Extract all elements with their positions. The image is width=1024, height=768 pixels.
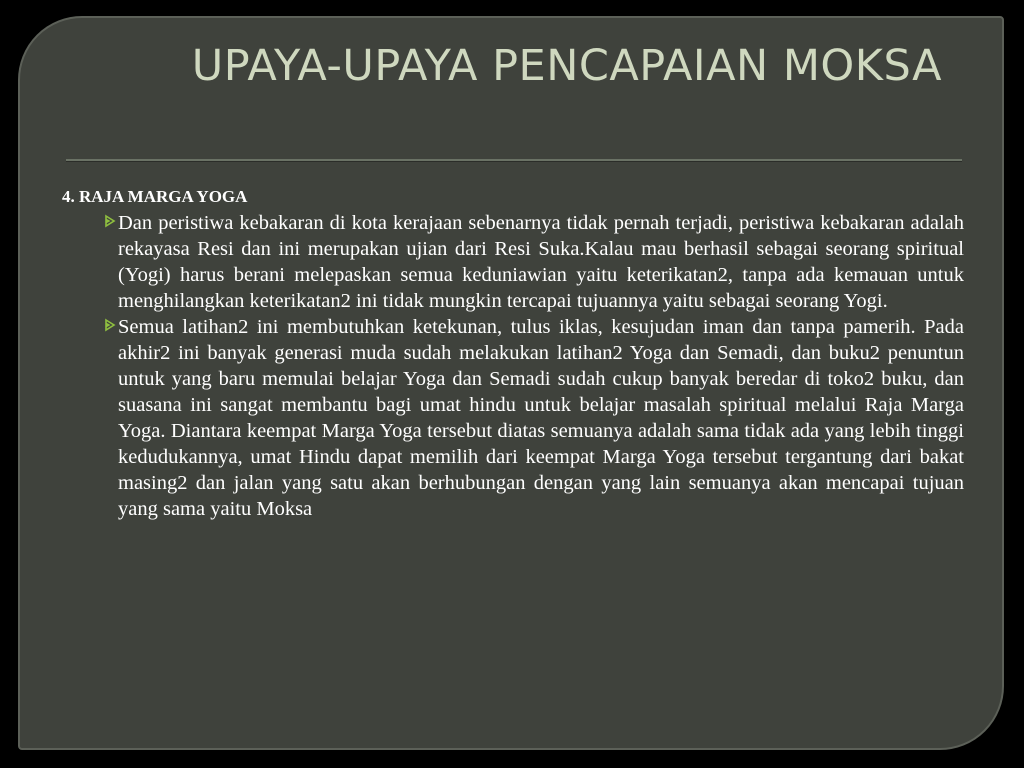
bullet-text-2: Semua latihan2 ini membutuhkan ketekunan, tulus iklas, kesujudan iman dan tanpa pamerih. Pada akhir2 ini banyak generasi muda sudah melakukan latihan2 Yoga dan Semadi, dan buku2 penuntun untuk yang baru memulai belajar Yoga dan Semadi sudah cukup banyak beredar di toko2 buku, dan suasana ini sangat membantu bagi umat hindu untuk belajar masalah spiritual melalui Raja Marga Yoga. Diantara keempat Marga Yoga tersebut diatas semuanya adalah sama tidak ada yang lebih tinggi kedudukannya, umat Hindu dapat memilih dari keempat Marga Yoga tersebut tergantung dari bakat masing2 dan jalan yang satu akan berhubungan dengan yang lain semuanya akan mencapai tujuan yang sama yaitu Moksa [118, 316, 964, 520]
title-divider [66, 159, 962, 162]
slide-content [62, 186, 964, 522]
bullet-item-2 [118, 314, 964, 522]
bullet-item-1 [118, 210, 964, 314]
bullet-text-1: Dan peristiwa kebakaran di kota kerajaan sebenarnya tidak pernah terjadi, peristiwa kebakaran adalah rekayasa Resi dan ini merupakan ujian dari Resi Suka.Kalau mau berhasil sebagai seorang spiritual (Yogi) harus berani melepaskan semua keduniawian yaitu keterikatan2, tanpa ada kemauan untuk menghilangkan keterikatan2 ini tidak mungkin tercapai tujuannya yaitu sebagai seorang Yogi. [118, 212, 964, 312]
arrow-bullet-icon [103, 315, 117, 335]
section-heading: 4. RAJA MARGA YOGA [62, 187, 248, 206]
bullet-list [62, 210, 964, 522]
arrow-bullet-icon [103, 211, 117, 231]
slide-title: UPAYA-UPAYA PENCAPAIAN MOKSA [191, 41, 942, 91]
